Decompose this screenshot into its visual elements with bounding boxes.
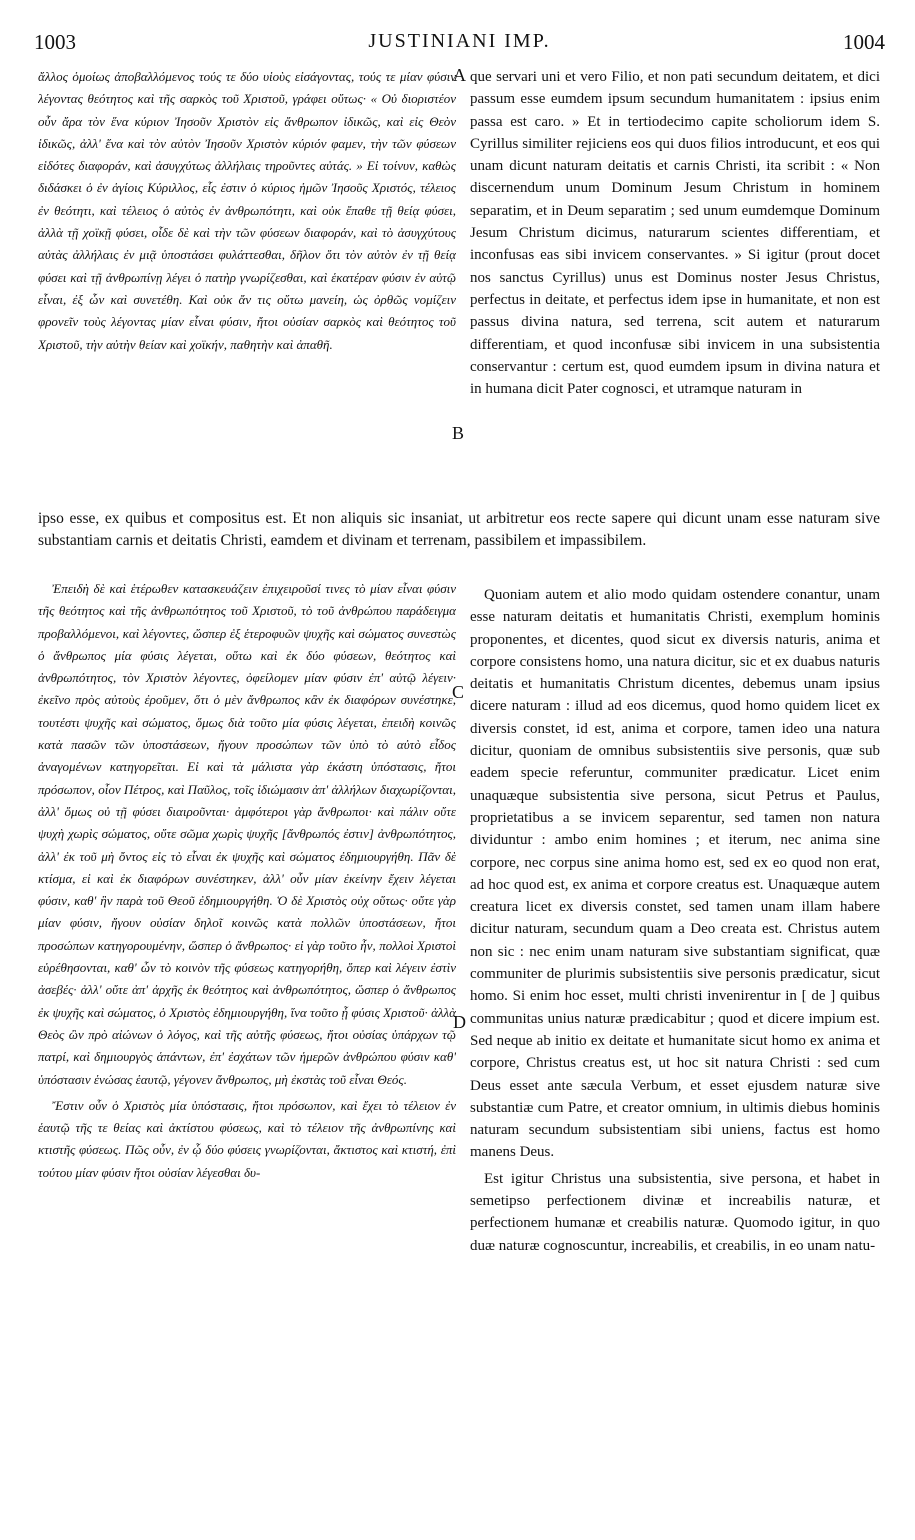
section-marker-b: B (452, 423, 465, 443)
greek-column-bottom (38, 578, 456, 1530)
greek-paragraph: Ἔστιν οὖν ὁ Χριστὸς μία ὑπόστασις, ἤτοι πρόσωπον, καὶ ἔχει τὸ τέλειον ἐν ἑαυτῷ τῆς τε θείας καὶ ἀκτίστου φύσεως, καὶ τὸ τέλειον τῆς ἀνθρωπίνης καὶ κτιστῆς φύσεως. Πῶς οὖν, ἐν ᾧ δύο φύσεις γνωρίζονται, ἄκτιστος καὶ κτιστή, ἐπὶ τούτου μίαν φύσιν ἤτοι οὐσίαν λέγεσθαι δυ- (38, 1097, 456, 1180)
section-marker-c: C (452, 682, 465, 702)
latin-paragraph: Est igitur Christus una subsistentia, sive persona, et habet in semetipso perfectionem divinæ et increabilis naturæ, et perfectionem humanæ et creabilis naturæ. Quomodo igitur, in quo duæ naturæ cognoscuntur, increabilis, et creabilis, in eo unam natu- (470, 1170, 880, 1254)
greek-paragraph: ἄλλος ὁμοίως ἀποβαλλόμενος τούς τε δύο υἱοὺς εἰσάγοντας, τούς τε μίαν φύσιν λέγοντας θεότητος καὶ τῆς σαρκὸς τοῦ Χριστοῦ, γράφει οὕτως· « Οὐ διοριστέον οὖν ἄρα τὸν ἕνα κύριον Ἰησοῦν Χριστὸν εἰς ἄνθρωπον ἰδικῶς, καὶ εἰς Θεὸν ἰδικῶς, ἀλλ' ἕνα καὶ τὸν αὐτὸν Ἰησοῦν Χριστὸν κύριόν φαμεν, τὴν τῶν φύσεων εἰδότες διαφοράν, καὶ ἀσυγχύτως ἀλλήλαις τηροῦντες αὐτάς. » Εἰ τοίνυν, καθὼς διδάσκει ὁ ἐν ἁγίοις Κύριλλος, εἷς ἐστιν ὁ κύριος ἡμῶν Ἰησοῦς Χριστός, τέλειος ἐν θεότητι, καὶ τέλειος ὁ αὐτὸς ἐν ἀνθρωπότητι, καὶ οὐκ ἔπαθε τῇ θείᾳ φύσει, ἀλλὰ τῇ χοϊκῇ φύσει, οἶδε δὲ καὶ τὴν τῶν φύσεων διαφοράν, καὶ τὸ ἀσυγχύτους αὐτὰς ἀλλήλαις ἐν μιᾷ ὑποστάσει φυλάττεσθαι, δῆλον ὅτι τὸν αὐτὸν ἐν τῇ θείᾳ φύσει καὶ τῇ ἀνθρωπίνῃ λέγει ὁ πατὴρ γνωρίζεσθαι, καὶ ἑκατέραν φύσιν ἐν αὐτῷ εἶναι, ἐξ ὧν καὶ συνετέθη. Καὶ οὐκ ἄν τις οὕτω μανείη, ὡς ὀρθῶς νομίζειν φρονεῖν τοὺς λέγοντας μίαν εἶναι φύσιν, ἤτοι οὐσίαν σαρκὸς καὶ θεότητος τοῦ Χριστοῦ, τὴν αὐτὴν θείαν καὶ χοϊκήν, παθητὴν καὶ ἀπαθῆ. (38, 69, 456, 352)
full-width-continuation (38, 508, 880, 576)
latin-paragraph: Quoniam autem et alio modo quidam ostendere conantur, unam esse naturam deitatis et humanitatis Christi, exemplum hominis proponentes, et dicentes, quod sicut ex diversis naturis, anima et corpore consistens homo, una natura dicitur, sic et ex duabus naturis deitatis et humanitatis Christum dicentes, debemus unam ipsius dicere naturam : illud ad eos dicemus, quod homo quidem licet ex diversis constet, id est, anima et corpore, tamen ideo una natura dicitur, quoniam de omnibus subsistentiis sive personis, quæ sub eadem specie referuntur, communiter prædicatur. Licet enim unaquæque subsistentia sive persona, sicut Petrus et Paulus, proprietatibus a se invicem separentur, sed tamen non natura dividuntur : ambo enim homines ; et iterum, nec anima sine corpore, nec corpus sine anima homo est, sed ex eo quod non erat, ad hoc quod est, ex anima et corpore creatus est. Unaquæque autem creatura licet ex diversis constet, sed tamen unam illam habere dicitur naturam, secundum quam a Deo creata est. Christus autem non sic : nec enim unam naturam sive substantiam significat, quæ communiter de plurimis subsistentiis sive personis prædicatur, sicut homo. Si enim hoc esset, multi christi invenirentur in [ de ] quibus communitas unius naturæ prædicabitur ; quod et dicere impium est. Sed neque ab initio ex deitate et humanitate sicut homo ex anima et corpore, Christus creatus est, ut hoc sit natura Christi : sed cum Deus esset ante sæcula Verbum, et esset ejusdem naturæ sive substantiæ cum Patre, et creator omnium, in ultimis diebus hominis naturam secundum subsistentiam sibi uniens, factus est homo manens Deus. (470, 587, 880, 1161)
greek-column-top (38, 66, 456, 466)
latin-continuation-paragraph: ipso esse, ex quibus et compositus est. Et non aliquis sic insaniat, ut arbitretur eos recte sapere qui dicunt unam esse naturam sive substantiam carnis et deitatis Christi, eamdem et divinam et terrenam, passibilem et impassibilem. (38, 510, 880, 549)
greek-paragraph: Ἐπειδὴ δὲ καὶ ἑτέρωθεν κατασκευάζειν ἐπιχειροῦσί τινες τὸ μίαν εἶναι φύσιν τῆς θεότητος καὶ τῆς ἀνθρωπότητος τοῦ Χριστοῦ, τὸ τοῦ ἀνθρώπου παράδειγμα προβαλλόμενοι, καὶ λέγοντες, ὥσπερ ἐξ ἑτεροφυῶν ψυχῆς καὶ σώματος συνεστὼς ὁ ἄνθρωπος μία φύσις λέγεται, οὕτω καὶ ἐκ δύο φύσεων, θεότητος καὶ ἀνθρωπότητος, τὸν Χριστὸν λέγοντες, ὀφείλομεν μίαν φύσιν ἐπ' αὐτῷ λέγειν· ἐκεῖνο πρὸς αὐτοὺς ἐροῦμεν, ὅτι ὁ μὲν ἄνθρωπος κἂν ἐκ διαφόρων συνέστηκε, τουτέστι ψυχῆς καὶ σώματος, ὅμως διὰ τοῦτο μία φύσις λέγεται, ἐπειδὴ κοινῶς κατὰ πασῶν τῶν ὑποστάσεων, ἤγουν προσώπων τῶν ὑπὸ τὸ αὐτὸ εἶδος ἀναγομένων κατηγορεῖται. Εἰ καὶ τὰ μάλιστα γὰρ ἑκάστη ὑπόστασις, ἤτοι πρόσωπον, οἷον Πέτρος, καὶ Παῦλος, τοῖς ἰδιώμασιν ἀπ' ἀλλήλων διαχωρίζονται, ἀλλ' ὅμως οὐ τῇ φύσει διαιροῦνται· ἀμφότεροι γὰρ ἄνθρωποι· καὶ πάλιν οὔτε ψυχὴ χωρὶς σώματος, οὔτε σῶμα χωρὶς ψυχῆς [ἄνθρωπός ἐστιν] ἀνθρωπότητος, ἀλλ' ἐκ τοῦ μὴ ὄντος εἰς τὸ εἶναι ἐκ ψυχῆς καὶ σώματος ἐδημιουργήθη. Πᾶν δὲ κτίσμα, εἰ καὶ ἐκ διαφόρων συνέστηκεν, ἀλλ' οὖν μίαν ἐκείνην ἔχειν λέγεται φύσιν, καθ' ἣν παρὰ τοῦ Θεοῦ ἐδημιουργήθη. Ὁ δὲ Χριστὸς οὐχ οὕτως· οὔτε γὰρ μίαν φύσιν, ἤγουν οὐσίαν δηλοῖ κοινῶς κατὰ πολλῶν ὑποστάσεων, ἤτοι προσώπων κατηγορουμένην, ὥσπερ ὁ ἄνθρωπος· εἰ γὰρ τοῦτο ἦν, πολλοὶ Χριστοὶ εὑρέθησονται, καθ' ὧν τὸ κοινὸν τῆς φύσεως κατηγορήθη, ὅπερ καὶ λέγειν ἐστὶν ἀσεβές· ἀλλ' οὔτε ἀπ' ἀρχῆς ἐκ θεότητος καὶ ἀνθρωπότητος, ὥσπερ ὁ ἄνθρωπος ἐκ ψυχῆς καὶ σώματος, ὁ Χριστὸς ἐδημιουργήθη, ἵνα τοῦτο ᾖ φύσις Χριστοῦ· ἀλλὰ Θεὸς ὢν πρὸ αἰώνων ὁ λόγος, καὶ τῆς αὐτῆς φύσεως, ἤτοι οὐσίας ὑπάρχων τῷ πατρί, καὶ δημιουργὸς ἁπάντων, ἐπ' ἐσχάτων τῶν ἡμερῶν ἀνθρώπου φύσιν καθ' ὑπόστασιν ἑνώσας ἑαυτῷ, γέγονεν ἄνθρωπος, μὴ ἐκστὰς τοῦ εἶναι Θεός. (38, 581, 456, 1087)
page-number-right: 1004 (843, 30, 885, 54)
page-number-left: 1003 (34, 30, 76, 54)
latin-column-top (470, 66, 880, 512)
section-marker-d: D (453, 1012, 466, 1032)
latin-paragraph: que servari uni et vero Filio, et non pati secundum deitatem, et dici passum esse eumdem ipsum secundum humanitatem : ipsius enim passa est caro. » Et in tertiodecimo capite scholiorum idem S. Cyrillus similiter rejiciens eos qui duos filios introducunt, et eos qui unam dicunt naturam deitatis et carnis Christi, ita scribit : « Non discernendum unum Dominum Jesum Christum in hominem separatim, et in Deum separatim ; sed unum eumdemque Dominum Jesum Christum dicimus, naturarum scientes differentiam, et inconfusas eas sibi invicem conservantes. » Si igitur (prout docet nos sanctus Cyrillus) unus est Dominus noster Jesus Christus, perfectus in deitate, et perfectus idem ipse in humanitate, et non est passus divina natura, sed terrena, scit autem et naturarum differentiam, et quod inconfusæ sibi invicem in una subsistentia conservantur : certum est, quod eumdem ipsum in divina natura et in humana dicit Pater cognosci, et utramque naturam in (470, 69, 880, 398)
latin-column-bottom (470, 584, 880, 1530)
running-title: JUSTINIANI IMP. (368, 30, 551, 52)
running-header (34, 30, 885, 56)
section-marker-a: A (453, 65, 466, 85)
